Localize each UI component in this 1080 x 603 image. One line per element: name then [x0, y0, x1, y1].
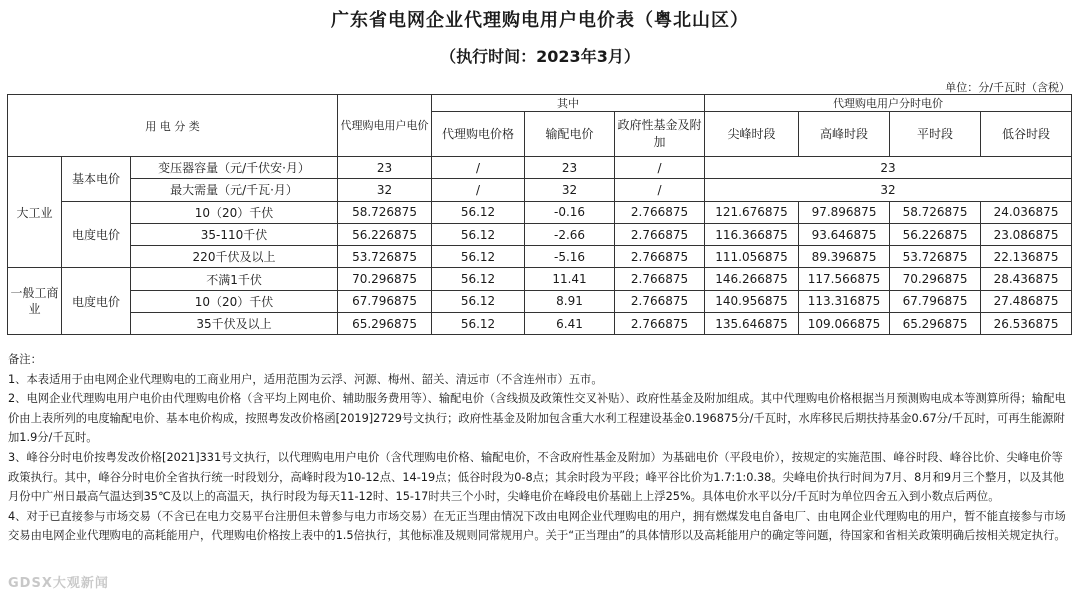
- cell-tou: 23: [705, 157, 1072, 179]
- cell-fund: 2.766875: [615, 201, 705, 223]
- cell-price: 56.226875: [338, 223, 432, 245]
- cell-flat: 65.296875: [890, 313, 981, 335]
- cell-flat: 58.726875: [890, 201, 981, 223]
- group-energy-price-2: 电度电价: [62, 268, 131, 335]
- row-label: 10（20）千伏: [131, 290, 338, 312]
- header-transmission: 输配电价: [525, 112, 615, 157]
- cell-purchase: 56.12: [432, 223, 525, 245]
- cell-peak: 140.956875: [705, 290, 799, 312]
- cell-purchase: 56.12: [432, 268, 525, 290]
- cell-transmission: -0.16: [525, 201, 615, 223]
- cell-price: 65.296875: [338, 313, 432, 335]
- table-row: [8, 201, 1072, 223]
- row-label: 不满1千伏: [131, 268, 338, 290]
- cell-flat: 67.796875: [890, 290, 981, 312]
- cell-purchase: 56.12: [432, 290, 525, 312]
- cell-price: 32: [338, 179, 432, 201]
- table-row: [8, 223, 1072, 245]
- table-row: [8, 268, 1072, 290]
- cell-fund: 2.766875: [615, 290, 705, 312]
- header-peak: 尖峰时段: [705, 112, 799, 157]
- header-purchase: 代理购电价格: [432, 112, 525, 157]
- notes-heading: 备注：: [8, 353, 42, 366]
- header-agent-price: 代理购电用户电价: [338, 95, 432, 157]
- cell-peak: 135.646875: [705, 313, 799, 335]
- cell-fund: 2.766875: [615, 223, 705, 245]
- page-subtitle: （执行时间：2023年3月）: [440, 47, 640, 66]
- cell-transmission: -5.16: [525, 246, 615, 268]
- cell-purchase: 56.12: [432, 201, 525, 223]
- cell-high: 97.896875: [799, 201, 890, 223]
- table-row: [8, 157, 1072, 179]
- group-general-commerce: 一般工商业: [8, 268, 62, 335]
- cell-peak: 111.056875: [705, 246, 799, 268]
- cell-high: 109.066875: [799, 313, 890, 335]
- table-row: [8, 313, 1072, 335]
- header-fund: 政府性基金及附加: [615, 112, 705, 157]
- cell-transmission: -2.66: [525, 223, 615, 245]
- table-row: [8, 290, 1072, 312]
- note-3: 3、峰谷分时电价按粤发改价格[2021]331号文执行，以代理购电用户电价（含代理购电价格、输配电价，不含政府性基金及附加）为基础电价（平段电价），按规定的实施范围、峰谷时段、峰谷比价、尖峰电价等政策执行。其中，峰谷分时电价全省执行统一时段划分，高峰时段为10-12点、14-19点；低谷时段为0-8点；其余时段为平段；峰平谷比价为1.7:1:0.38。尖峰电价执行时间为7月、8月和9月三个整月，以及其他月份中广州日最高气温达到35℃及以上的高温天，执行时段为每天11-12时、15-17时共三个小时，尖峰电价在峰段电价基础上上浮25%。具体电价水平以分/千瓦时为单位四舍五入到小数点后两位。: [8, 450, 1065, 504]
- header-category: 用 电 分 类: [8, 95, 338, 157]
- unit-note: 单位：分/千瓦时（含税）: [945, 81, 1070, 94]
- cell-purchase: /: [432, 179, 525, 201]
- page-title: 广东省电网企业代理购电用户电价表（粤北山区）: [331, 10, 749, 31]
- cell-transmission: 23: [525, 157, 615, 179]
- cell-high: 117.566875: [799, 268, 890, 290]
- note-2: 2、电网企业代理购电用户电价由代理购电价格（含平均上网电价、辅助服务费用等）、输配电价（含线损及政策性交叉补贴）、政府性基金及附加组成。其中代理购电价格根据当月预测购电成本等测算所得；输配电价由上表所列的电度输配电价、基本电价构成，按照粤发改价格函[2019]2729号文执行；政府性基金及附加包含重大水利工程建设基金0.196875分/千瓦时，水库移民后期扶持基金0.67分/千瓦时，可再生能源附加1.9分/千瓦时。: [8, 392, 1066, 445]
- cell-transmission: 8.91: [525, 290, 615, 312]
- cell-price: 58.726875: [338, 201, 432, 223]
- cell-transmission: 6.41: [525, 313, 615, 335]
- row-label: 220千伏及以上: [131, 246, 338, 268]
- cell-fund: 2.766875: [615, 268, 705, 290]
- cell-fund: /: [615, 179, 705, 201]
- cell-peak: 121.676875: [705, 201, 799, 223]
- row-label: 35千伏及以上: [131, 313, 338, 335]
- row-label: 变压器容量（元/千伏安·月）: [131, 157, 338, 179]
- header-high: 高峰时段: [799, 112, 890, 157]
- header-tou-group: 代理购电用户分时电价: [705, 95, 1072, 112]
- cell-transmission: 32: [525, 179, 615, 201]
- note-1: 1、本表适用于由电网企业代理购电的工商业用户，适用范围为云浮、河源、梅州、韶关、清远市（不含连州市）五市。: [8, 372, 603, 386]
- cell-purchase: 56.12: [432, 313, 525, 335]
- watermark: GDSX大观新闻: [8, 576, 109, 591]
- cell-price: 67.796875: [338, 290, 432, 312]
- cell-price: 53.726875: [338, 246, 432, 268]
- notes-section: [8, 350, 1074, 546]
- cell-flat: 70.296875: [890, 268, 981, 290]
- note-4: 4、对于已直接参与市场交易（不含已在电力交易平台注册但未曾参与电力市场交易）在无正当理由情况下改由电网企业代理购电的用户，拥有燃煤发电自备电厂、由电网企业代理购电的用户，暂不能直接参与市场交易由电网企业代理购电的高耗能用户，代理购电价格按上表中的1.5倍执行，其他标准及规则同常规用户。关于“正当理由”的具体情形以及高耗能用户的确定等问题，待国家和省相关政策明确后按相关规定执行。: [8, 509, 1066, 543]
- cell-purchase: 56.12: [432, 246, 525, 268]
- row-label: 10（20）千伏: [131, 201, 338, 223]
- cell-peak: 116.366875: [705, 223, 799, 245]
- group-basic-price: 基本电价: [62, 157, 131, 202]
- table-row: [8, 246, 1072, 268]
- cell-tou: 32: [705, 179, 1072, 201]
- header-flat: 平时段: [890, 112, 981, 157]
- cell-valley: 23.086875: [981, 223, 1072, 245]
- cell-valley: 27.486875: [981, 290, 1072, 312]
- header-of-which: 其中: [432, 95, 705, 112]
- cell-high: 89.396875: [799, 246, 890, 268]
- group-energy-price: 电度电价: [62, 201, 131, 268]
- cell-transmission: 11.41: [525, 268, 615, 290]
- cell-flat: 56.226875: [890, 223, 981, 245]
- cell-high: 93.646875: [799, 223, 890, 245]
- cell-fund: 2.766875: [615, 313, 705, 335]
- table-row: [8, 179, 1072, 201]
- cell-purchase: /: [432, 157, 525, 179]
- cell-valley: 28.436875: [981, 268, 1072, 290]
- cell-valley: 26.536875: [981, 313, 1072, 335]
- cell-valley: 22.136875: [981, 246, 1072, 268]
- header-row-1: [8, 95, 1072, 112]
- cell-fund: 2.766875: [615, 246, 705, 268]
- group-large-industry: 大工业: [8, 157, 62, 268]
- price-table: [7, 94, 1072, 335]
- cell-fund: /: [615, 157, 705, 179]
- cell-valley: 24.036875: [981, 201, 1072, 223]
- cell-price: 70.296875: [338, 268, 432, 290]
- row-label: 35-110千伏: [131, 223, 338, 245]
- cell-peak: 146.266875: [705, 268, 799, 290]
- cell-high: 113.316875: [799, 290, 890, 312]
- header-valley: 低谷时段: [981, 112, 1072, 157]
- cell-flat: 53.726875: [890, 246, 981, 268]
- row-label: 最大需量（元/千瓦·月）: [131, 179, 338, 201]
- cell-price: 23: [338, 157, 432, 179]
